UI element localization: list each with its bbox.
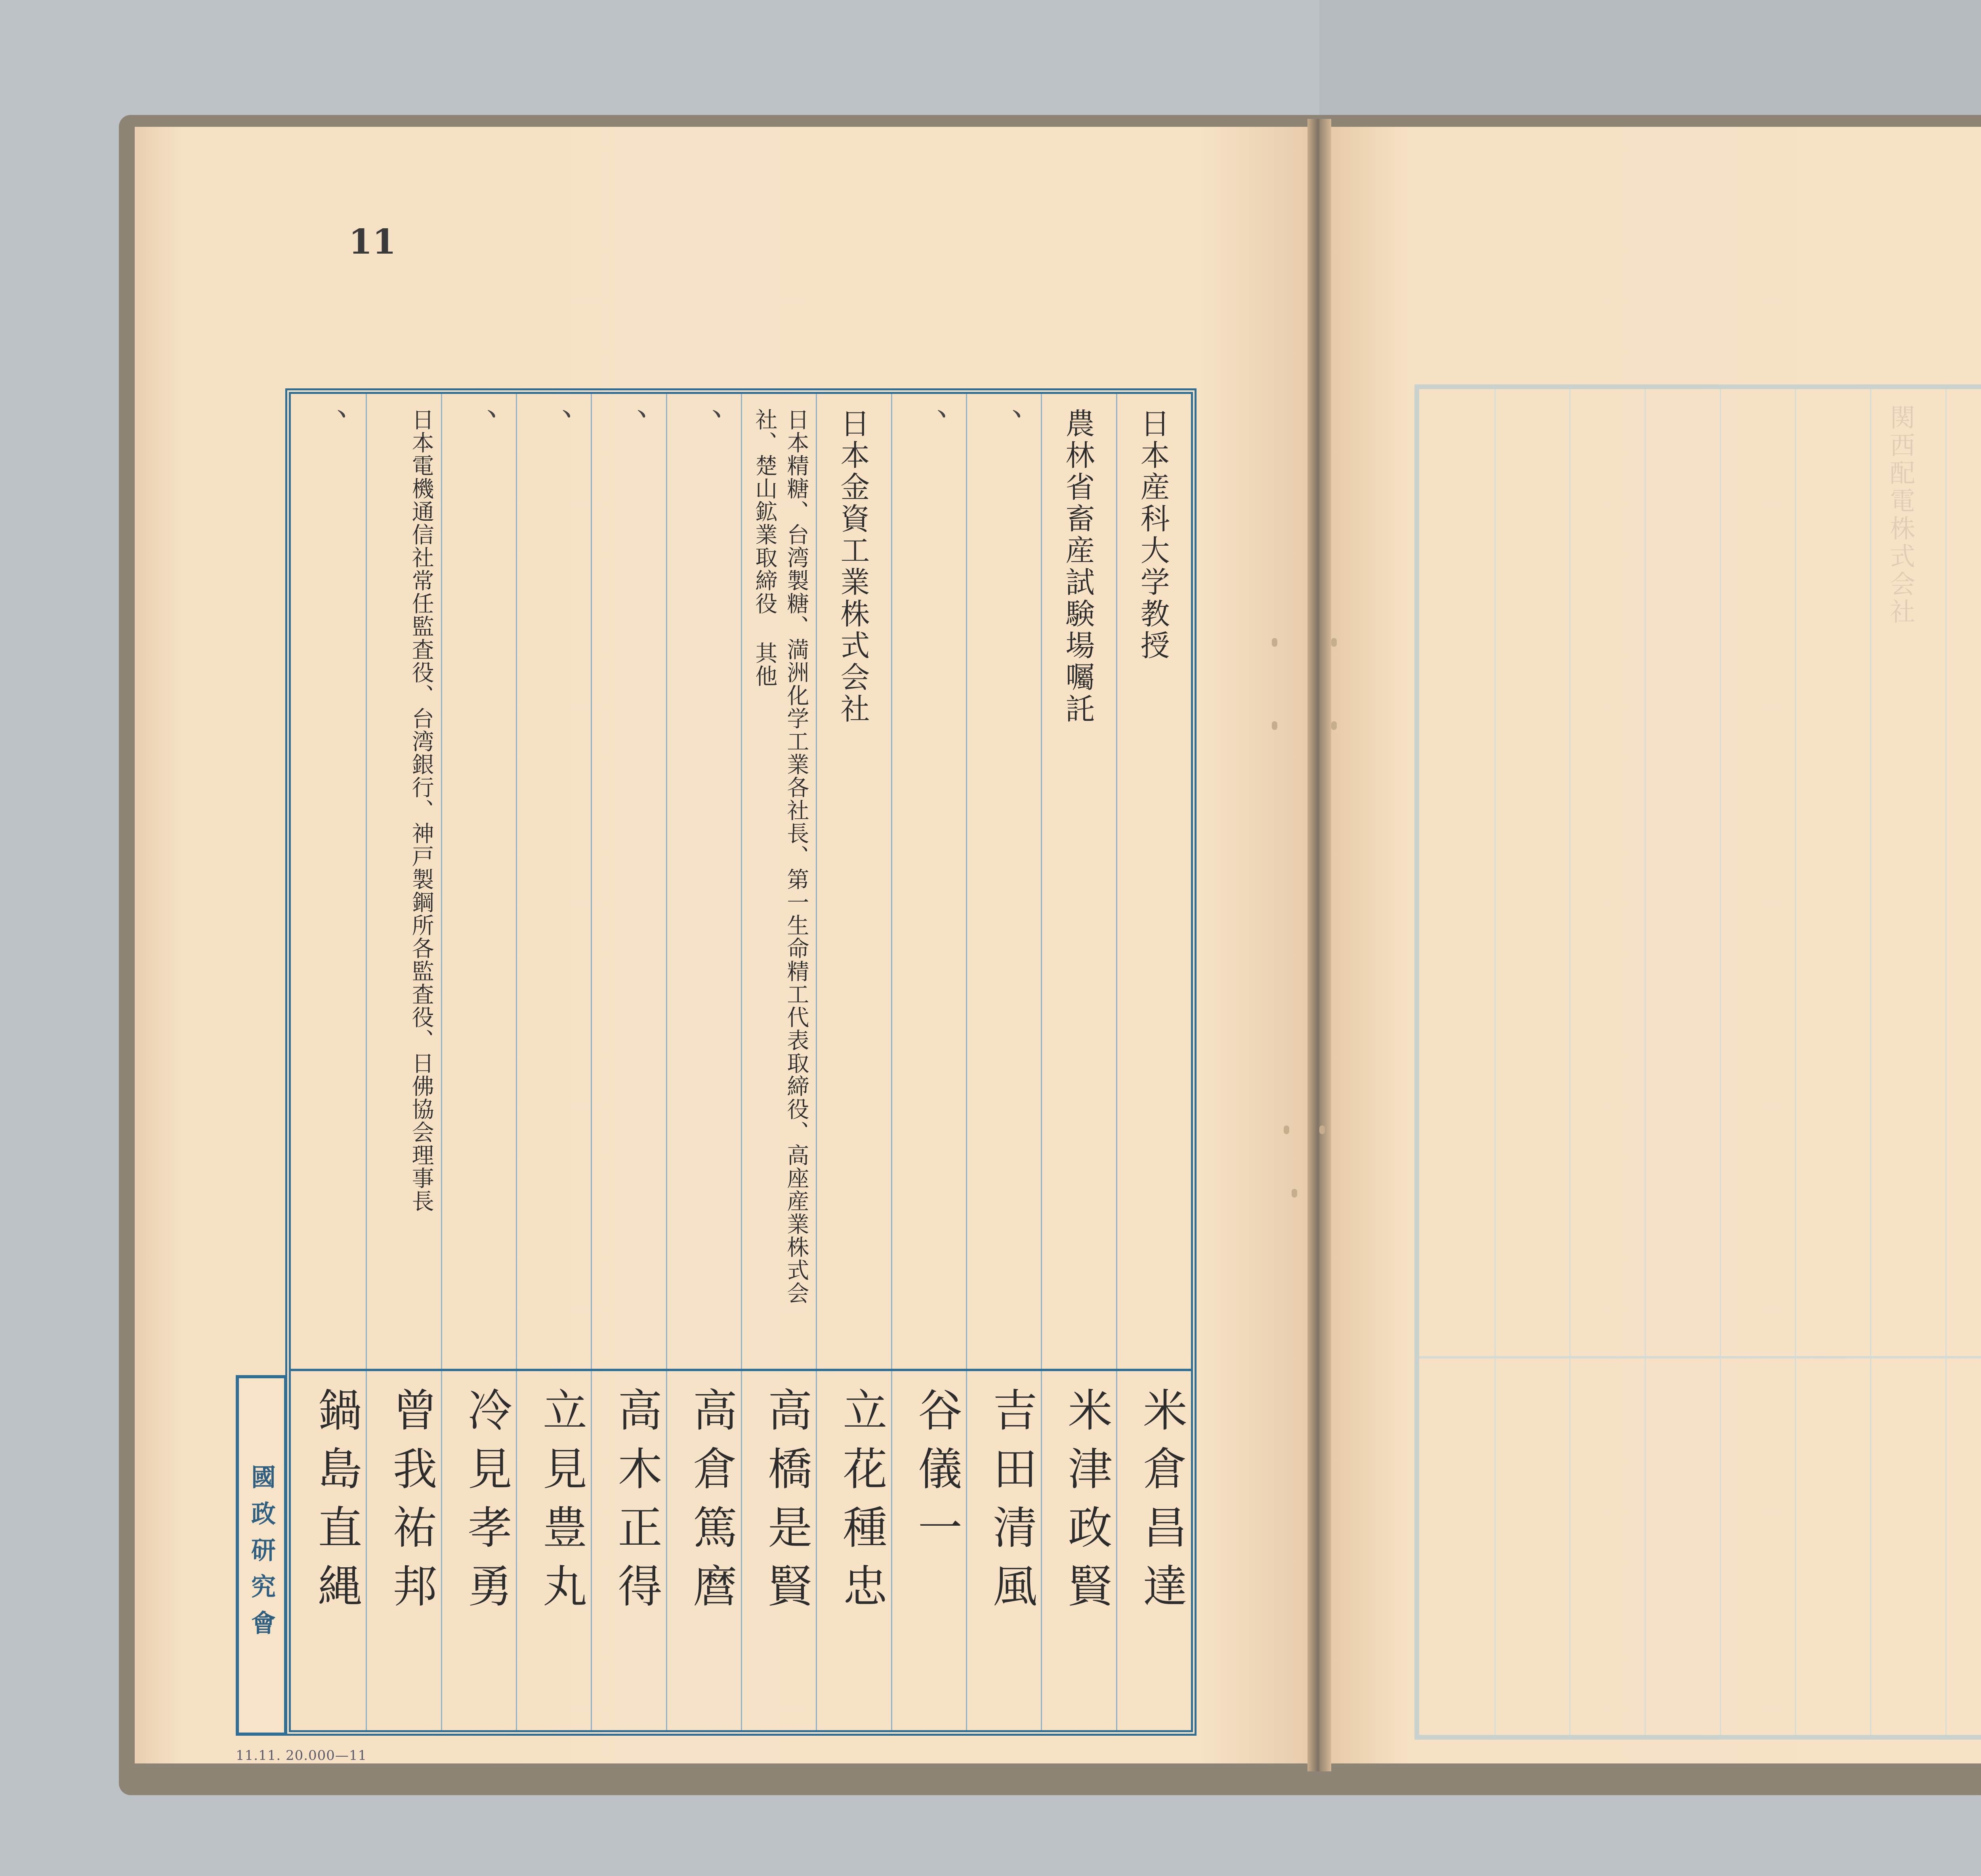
entry-name: 高倉篤麿 xyxy=(685,1387,737,1622)
entry-name: 立花種忠 xyxy=(836,1387,887,1622)
entry-name: 高橋是賢 xyxy=(760,1387,812,1622)
entry-name: 曾我祐邦 xyxy=(386,1387,437,1622)
entry-affiliation: 日本産科大学教授 xyxy=(1136,408,1170,662)
ghost-grid-line xyxy=(1795,389,1796,1735)
entry-name: 米津政賢 xyxy=(1061,1387,1112,1622)
binding-hole xyxy=(1331,721,1337,730)
left-page-number: 11 xyxy=(349,222,396,262)
backdrop xyxy=(1319,0,1981,115)
binding-hole xyxy=(1272,638,1277,647)
name-row-divider xyxy=(291,1369,1191,1371)
ghost-grid-line xyxy=(1870,389,1871,1735)
show-through-text: 関西配電株式会社 xyxy=(1886,404,1915,626)
ghost-grid-line xyxy=(1645,389,1646,1735)
binding-hole xyxy=(1292,1189,1297,1198)
publisher-stamp xyxy=(236,1375,287,1736)
book-gutter xyxy=(1307,119,1331,1771)
entry-affiliation: 、 xyxy=(611,408,648,440)
print-code: 11.11. 20.000—11 xyxy=(236,1748,367,1763)
entry-affiliation: 、 xyxy=(461,408,498,440)
left-page xyxy=(135,127,1315,1763)
entry-affiliation: 、 xyxy=(911,408,948,440)
ghost-grid-line xyxy=(1945,389,1947,1735)
entry-affiliation: 日本電機通信社常任監査役、台湾銀行、神戸製鋼所各監査役、日佛協会理事長 xyxy=(408,408,434,1213)
entry-name: 吉田清風 xyxy=(985,1387,1037,1622)
entry-affiliation: 農林省畜産試験場囑託 xyxy=(1061,408,1095,725)
entry-name: 米倉昌達 xyxy=(1136,1387,1187,1622)
binding-hole xyxy=(1284,1125,1289,1134)
entry-name: 立見豊丸 xyxy=(535,1387,587,1622)
entry-name: 高木正得 xyxy=(611,1387,662,1622)
entry-affiliation: 日本金資工業株式会社 xyxy=(836,408,870,725)
binding-hole xyxy=(1272,721,1277,730)
entry-affiliation: 、 xyxy=(311,408,348,440)
entry-affiliation: 、 xyxy=(986,408,1023,440)
ghost-grid-line xyxy=(1494,389,1496,1735)
entry-affiliation: 、 xyxy=(686,408,723,440)
right-page xyxy=(1319,127,1981,1763)
entry-affiliation: 、 xyxy=(536,408,573,440)
entry-name: 冷見孝勇 xyxy=(460,1387,512,1622)
entry-affiliation: 日本精糖、台湾製糖、満洲化学工業各社長、第一生命精工代表取締役、高座産業株式会社、楚山鉱業取締役 其他 xyxy=(752,408,809,1305)
ghost-row-divider xyxy=(1419,1356,1981,1358)
ghost-grid-line xyxy=(1569,389,1571,1735)
stamp-text: 國政研究會 xyxy=(247,1464,276,1647)
binding-hole xyxy=(1319,1125,1325,1134)
entry-name: 谷儀一 xyxy=(910,1387,962,1563)
ghost-grid-line xyxy=(1720,389,1721,1735)
binding-hole xyxy=(1331,638,1337,647)
entry-name: 鍋島直縄 xyxy=(310,1387,362,1622)
